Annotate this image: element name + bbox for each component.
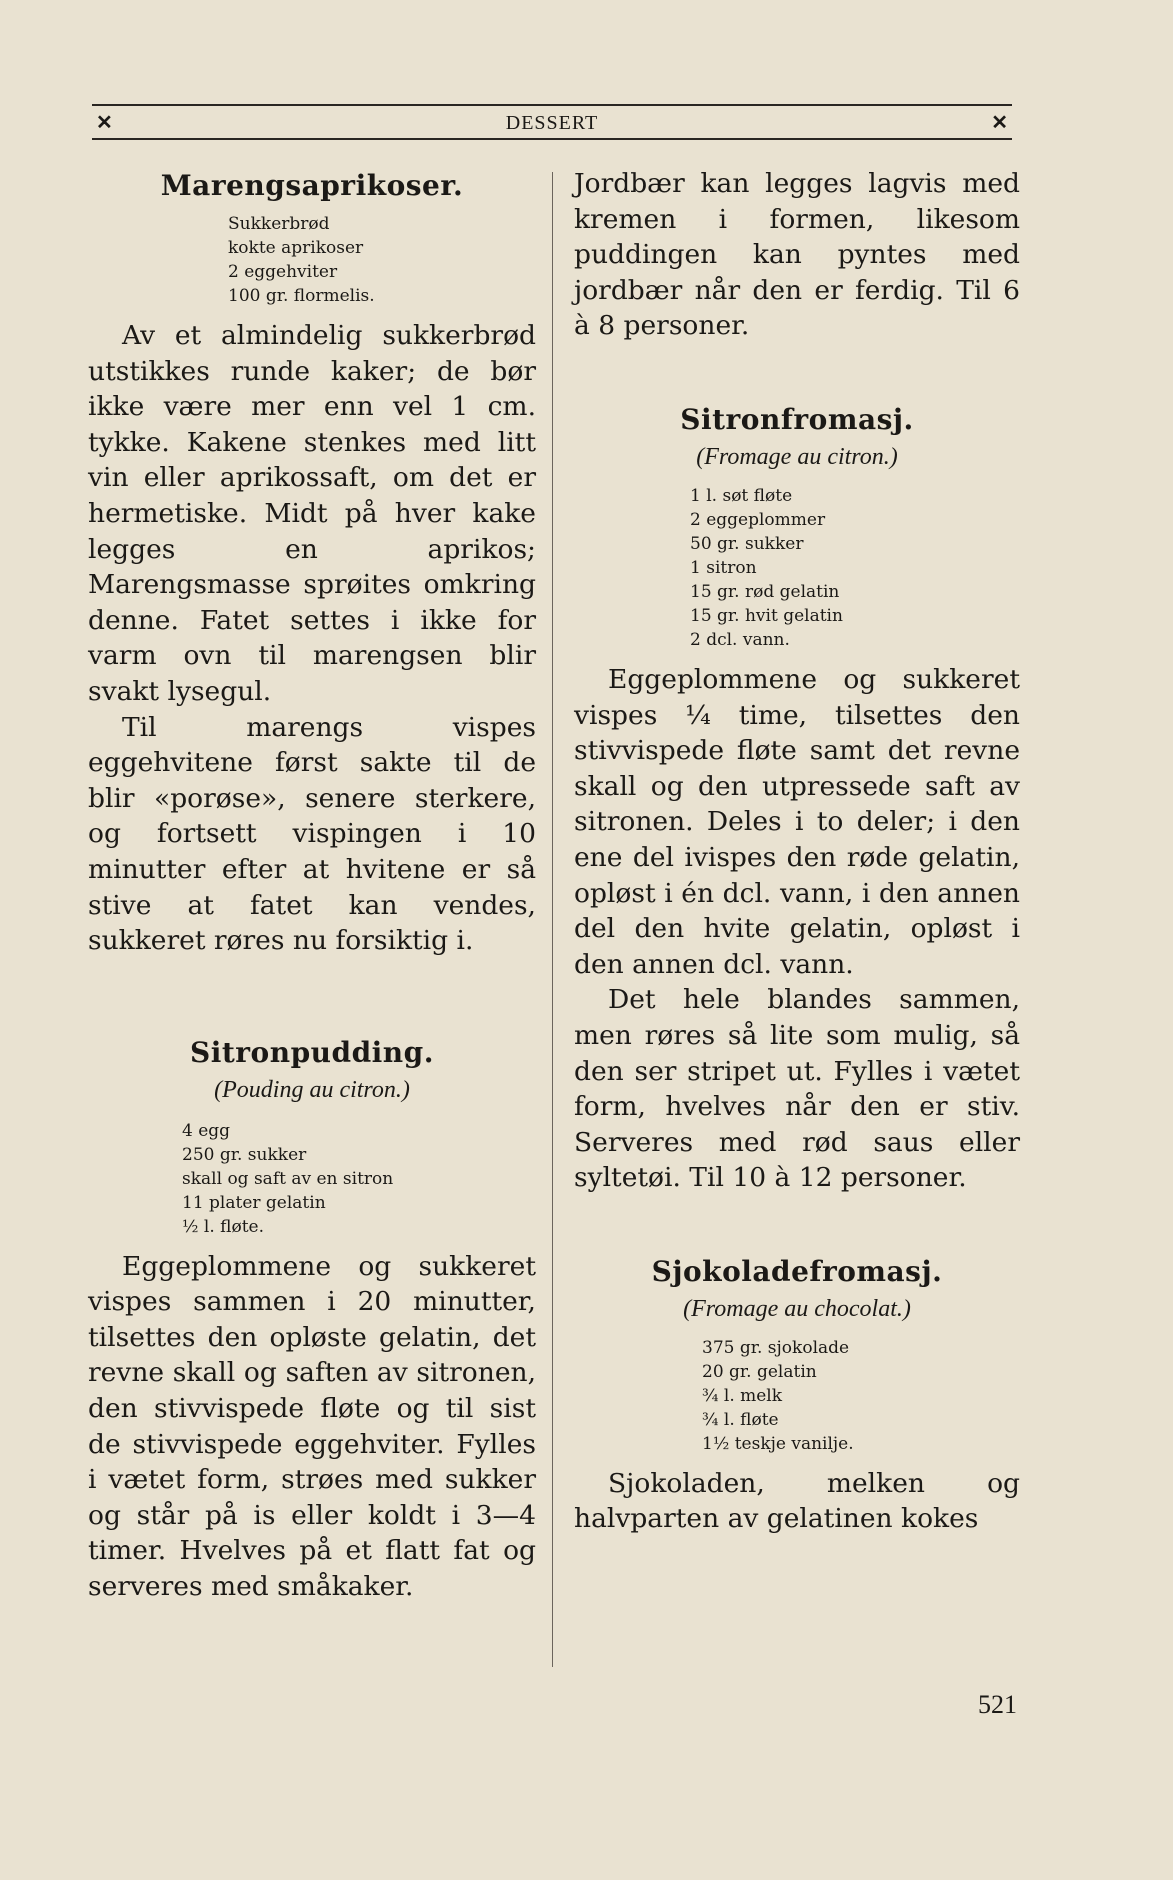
ingredient: 375 gr. sjokolade [702, 1337, 850, 1358]
recipe-subtitle: (Pouding au citron.) [214, 1076, 410, 1103]
running-header [92, 104, 1012, 140]
ingredient: ¾ l. fløte [702, 1409, 779, 1430]
ingredient: ½ l. fløte. [182, 1216, 264, 1237]
ingredient-list-sitronpudding [182, 1119, 536, 1239]
section-title: DESSERT [505, 112, 599, 134]
continued-paragraph: Jordbær kan legges lagvis med kremen i formen, likesom puddingen kan pyntes med jordbær når den er ferdig. Til 6 à 8 personer. [574, 168, 1020, 342]
recipe-title-sitronpudding: Sitronpudding. [190, 1035, 434, 1069]
recipe-paragraph: Eggeplommene og sukkeret vispes ¼ time, tilsettes den stivvispede fløte samt det revne skall og den utpressede saft av sitronen. Deles i to deler; i den ene del ivispes den røde gelatin, opløst i én dcl. vann, i den annen del den hvite gelatin, opløst i den annen dcl. vann. [574, 663, 1020, 980]
recipe-title-marengsaprikoser: Marengsaprikoser. [160, 169, 464, 202]
header-ornament-right-icon: ✕ [991, 110, 1008, 134]
ingredient: ¾ l. melk [702, 1385, 783, 1406]
ingredient: 50 gr. sukker [690, 533, 804, 554]
ingredient: 15 gr. rød gelatin [690, 581, 840, 602]
recipe-paragraph: Til marengs vispes eggehvitene først sakte til de blir «porøse», senere sterkere, og fortsett vispingen i 10 minutter efter at hvitene er så stive at fatet kan vendes, sukkeret røres nu forsiktig i. [88, 711, 536, 957]
header-ornament-left-icon: ✕ [96, 110, 113, 134]
ingredient-list-marengsaprikoser [228, 212, 536, 308]
ingredient: skall og saft av en sitron [182, 1168, 394, 1189]
column-divider [552, 172, 553, 1667]
ingredient: Sukkerbrød [228, 214, 330, 234]
ingredient: kokte aprikoser [228, 238, 364, 258]
ingredient: 1 l. søt fløte [690, 485, 793, 506]
recipe-paragraph: Det hele blandes sammen, men røres så lite som mulig, så den ser stripet ut. Fylles i vætet form, hvelves når den er stiv. Serveres med rød saus eller syltetøi. Til 10 à 12 personer. [574, 984, 1020, 1194]
recipe-paragraph: Av et almindelig sukkerbrød utstikkes runde kaker; de bør ikke være mer enn vel 1 cm. tykke. Kakene stenkes med litt vin eller aprikossaft, om det er hermetiske. Midt på hver kake legges en aprikos; Marengsmasse sprøites omkring denne. Fatet settes i ikke for varm ovn til marengsen blir svakt lysegul. [88, 320, 536, 707]
ingredient: 1½ teskje vanilje. [702, 1433, 854, 1454]
right-column [574, 166, 1020, 1537]
recipe-paragraph: Sjokoladen, melken og halvparten av gelatinen kokes [574, 1467, 1020, 1535]
ingredient: 2 eggeplommer [690, 509, 826, 530]
ingredient: 1 sitron [690, 557, 757, 578]
ingredient: 20 gr. gelatin [702, 1361, 817, 1382]
recipe-subtitle: (Fromage au citron.) [696, 443, 898, 470]
recipe-title-sjokoladefromasj: Sjokoladefromasj. [651, 1254, 943, 1288]
left-column [88, 166, 536, 1605]
ingredient-list-sitronfromasj [690, 484, 1020, 652]
ingredient: 100 gr. flormelis. [228, 286, 375, 306]
recipe-paragraph: Eggeplommene og sukkeret vispes sammen i 20 minutter, tilsettes den opløste gelatin, det revne skall og saften av sitronen, den stivvispede fløte og til sist de stivvispede eggehviter. Fylles i vætet form, strøes med sukker og står på is eller koldt i 3—4 timer. Hvelves på et flatt fat og serveres med småkaker. [88, 1250, 536, 1603]
ingredient-list-sjokoladefromasj [702, 1336, 1020, 1456]
recipe-subtitle: (Fromage au chocolat.) [683, 1295, 911, 1322]
recipe-title-sitronfromasj: Sitronfromasj. [680, 402, 914, 436]
ingredient: 2 dcl. vann. [690, 629, 790, 650]
ingredient: 250 gr. sukker [182, 1144, 307, 1165]
ingredient: 11 plater gelatin [182, 1192, 326, 1213]
page-number: 521 [978, 1690, 1017, 1719]
ingredient: 4 egg [182, 1120, 231, 1141]
ingredient: 15 gr. hvit gelatin [690, 605, 843, 626]
ingredient: 2 eggehviter [228, 262, 338, 282]
